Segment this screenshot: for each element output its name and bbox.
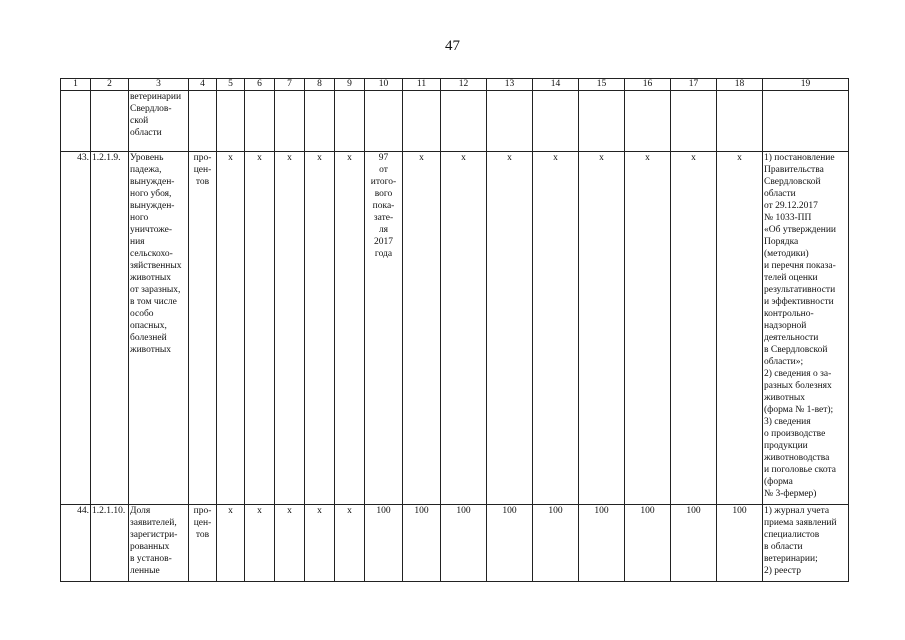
- row-number-cell: 43.: [61, 152, 91, 505]
- header-cell: 16: [625, 79, 671, 91]
- value-cell: 100: [671, 505, 717, 582]
- header-cell: 1: [61, 79, 91, 91]
- value-cell: [245, 91, 275, 152]
- value-cell: х: [625, 152, 671, 505]
- value-cell: 100: [441, 505, 487, 582]
- value-cell: х: [217, 505, 245, 582]
- header-cell: 12: [441, 79, 487, 91]
- value-cell: х: [533, 152, 579, 505]
- source-cell: 1) журнал учета приема заявлений специалистов в области ветеринарии; 2) реестр: [763, 505, 849, 582]
- header-cell: 14: [533, 79, 579, 91]
- header-cell: 11: [403, 79, 441, 91]
- value-cell: х: [245, 152, 275, 505]
- value-cell: х: [245, 505, 275, 582]
- value-cell: [365, 91, 403, 152]
- value-cell: [441, 91, 487, 152]
- value-cell: [579, 91, 625, 152]
- value-cell: [217, 91, 245, 152]
- header-cell: 7: [275, 79, 305, 91]
- value-cell: [305, 91, 335, 152]
- page-number: 47: [445, 38, 460, 54]
- unit-cell: про- цен- тов: [189, 505, 217, 582]
- value-cell: 100: [625, 505, 671, 582]
- value-cell: х: [275, 505, 305, 582]
- value-cell: х: [671, 152, 717, 505]
- value-cell: 97 от итого- вого пока- зате- ля 2017 года: [365, 152, 403, 505]
- row-number-cell: 44.: [61, 505, 91, 582]
- value-cell: х: [305, 152, 335, 505]
- row-number-cell: [61, 91, 91, 152]
- header-cell: 3: [129, 79, 189, 91]
- value-cell: х: [335, 152, 365, 505]
- code-cell: 1.2.1.9.: [91, 152, 129, 505]
- value-cell: 100: [579, 505, 625, 582]
- header-cell: 19: [763, 79, 849, 91]
- indicator-name-cell: Доля заявителей, зарегистри- рованных в установ- ленные: [129, 505, 189, 582]
- value-cell: [487, 91, 533, 152]
- header-cell: 5: [217, 79, 245, 91]
- code-cell: 1.2.1.10.: [91, 505, 129, 582]
- header-cell: 8: [305, 79, 335, 91]
- value-cell: [275, 91, 305, 152]
- source-cell: [763, 91, 849, 152]
- header-cell: 6: [245, 79, 275, 91]
- table-row: [61, 152, 849, 505]
- table-row: [61, 91, 849, 152]
- value-cell: [717, 91, 763, 152]
- source-cell: 1) постановление Правительства Свердловской области от 29.12.2017 № 1033-ПП «Об утверждении Порядка (методики) и перечня показа- телей оценки результативности и эффективности контрольно- надзорной деятельности в Свердловской области»; 2) сведения о за- разных болезнях животных (форма № 1-вет); 3) сведения о производстве продукции животноводства и поголовье скота (форма № 3-фермер): [763, 152, 849, 505]
- value-cell: [625, 91, 671, 152]
- code-cell: [91, 91, 129, 152]
- header-cell: 17: [671, 79, 717, 91]
- table-row: [61, 505, 849, 582]
- value-cell: х: [441, 152, 487, 505]
- header-cell: 9: [335, 79, 365, 91]
- header-cell: 18: [717, 79, 763, 91]
- value-cell: [671, 91, 717, 152]
- indicator-name-cell: ветеринарии Свердлов- ской области: [129, 91, 189, 152]
- header-cell: 13: [487, 79, 533, 91]
- header-cell: 10: [365, 79, 403, 91]
- value-cell: х: [335, 505, 365, 582]
- value-cell: [335, 91, 365, 152]
- value-cell: х: [487, 152, 533, 505]
- indicator-name-cell: Уровень падежа, вынужден- ного убоя, вынужден- ного уничтоже- ния сельскохо- зяйственных животных от заразных, в том числе особо опасных, болезней животных: [129, 152, 189, 505]
- header-cell: 15: [579, 79, 625, 91]
- value-cell: [403, 91, 441, 152]
- value-cell: 100: [717, 505, 763, 582]
- value-cell: х: [717, 152, 763, 505]
- value-cell: [533, 91, 579, 152]
- header-cell: 4: [189, 79, 217, 91]
- value-cell: 100: [487, 505, 533, 582]
- table-header-row: [61, 79, 849, 91]
- value-cell: х: [217, 152, 245, 505]
- indicators-table: [60, 78, 849, 582]
- value-cell: х: [305, 505, 335, 582]
- value-cell: х: [579, 152, 625, 505]
- value-cell: 100: [533, 505, 579, 582]
- unit-cell: [189, 91, 217, 152]
- value-cell: х: [403, 152, 441, 505]
- value-cell: 100: [403, 505, 441, 582]
- value-cell: 100: [365, 505, 403, 582]
- header-cell: 2: [91, 79, 129, 91]
- unit-cell: про- цен- тов: [189, 152, 217, 505]
- value-cell: х: [275, 152, 305, 505]
